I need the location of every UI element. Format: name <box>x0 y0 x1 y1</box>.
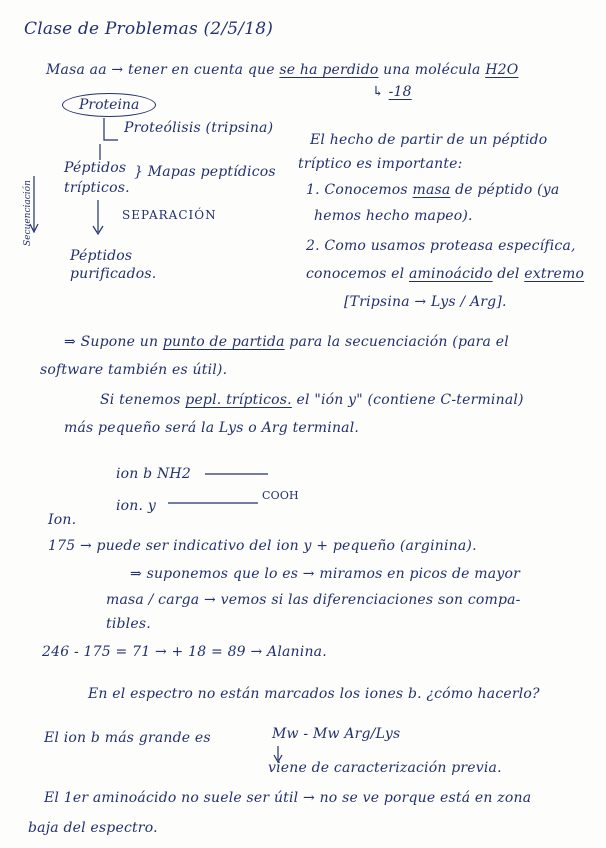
note-supone: ⇒ Supone un punto de partida para la secuenciación (para el <box>64 334 509 350</box>
note-punto-2b: conocemos el aminoácido del extremo <box>306 266 585 282</box>
note-espectro: En el espectro no están marcados los iones b. ¿cómo hacerlo? <box>88 686 540 702</box>
note-mapas-peptidicos: } Mapas peptídicos <box>134 164 276 180</box>
note-software: software también es útil). <box>40 362 228 378</box>
note-punto-2: 2. Como usamos proteasa específica, <box>306 238 576 254</box>
note-trípticos: trípticos. <box>64 180 130 196</box>
note-punto-1: 1. Conocemos masa de péptido (ya <box>306 182 560 198</box>
note-mas-pequeno: más pequeño será la Lys o Arg terminal. <box>64 420 360 436</box>
note-ion-label: Ion. <box>48 512 77 528</box>
note-separacion: SEPARACIÓN <box>122 208 217 222</box>
note-punto-1b: hemos hecho mapeo). <box>314 208 473 224</box>
note-peptidos-purificados-2: purificados. <box>70 266 157 282</box>
note-hecho-1: El hecho de partir de un péptido <box>310 132 548 148</box>
note-ion-y: ion. y <box>116 498 156 514</box>
note-peptidos: Péptidos <box>64 160 127 176</box>
note-secuenciacion-vertical: Secuenciación <box>23 180 33 246</box>
arrow-proteolisis <box>104 118 118 140</box>
note-tripsina: [Tripsina → Lys / Arg]. <box>344 294 507 310</box>
note-si-tenemos: Si tenemos pepl. trípticos. el "ión y" (contiene C-terminal) <box>100 392 524 408</box>
note-masa-carga: masa / carga → vemos si las diferenciaciones son compa- <box>106 592 521 608</box>
note-tibles: tibles. <box>106 616 151 632</box>
note-hecho-2: tríptico es importante: <box>298 156 463 172</box>
note-175: 175 → puede ser indicativo del ion y + pequeño (arginina). <box>48 538 477 554</box>
note-ion-b: ion b NH2 <box>116 466 191 482</box>
note-primer-aminoacido: El 1er aminoácido no suele ser útil → no se ve porque está en zona <box>44 790 532 806</box>
note-zona-baja: baja del espectro. <box>28 820 158 836</box>
note-suponemos: ⇒ suponemos que lo es → miramos en picos de mayor <box>130 566 520 582</box>
note-formula-mw: Mw - Mw Arg/Lys <box>272 726 401 742</box>
note-ion-b-grande: El ion b más grande es <box>44 730 211 746</box>
note-proteolisis: Proteólisis (tripsina) <box>124 120 274 136</box>
note-cooh: COOH <box>262 489 299 502</box>
note-menos-18: ↳ -18 <box>372 84 412 100</box>
note-masa-line: Masa aa → tener en cuenta que se ha perdido una molécula H2O <box>46 62 519 78</box>
note-peptidos-purificados-1: Péptidos <box>70 248 133 264</box>
note-calculo-alanina: 246 - 175 = 71 → + 18 = 89 → Alanina. <box>42 644 327 660</box>
note-caracterizacion-previa: viene de caracterización previa. <box>268 760 502 776</box>
page-title: Clase de Problemas (2/5/18) <box>24 19 274 39</box>
proteina-circled: Proteina <box>62 93 156 117</box>
